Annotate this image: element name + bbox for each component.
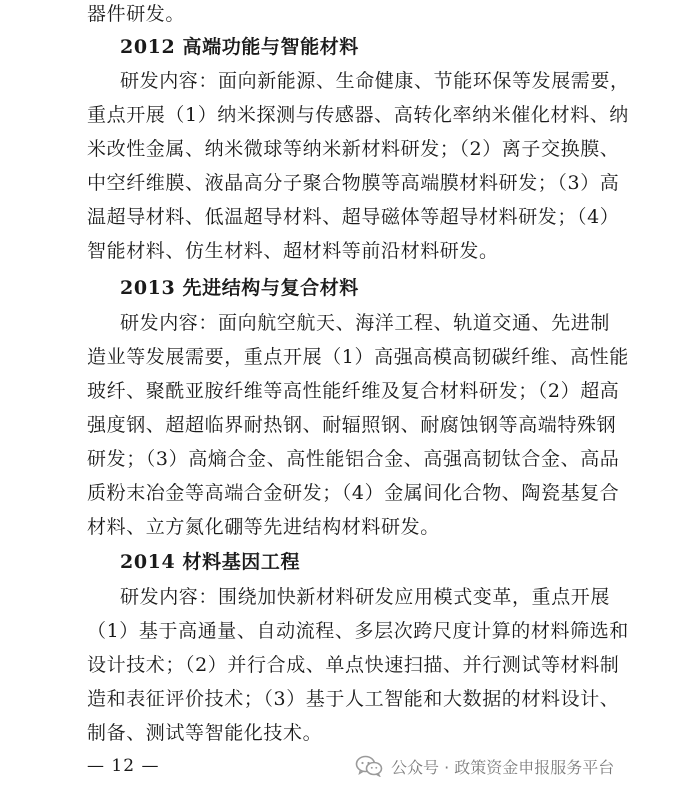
text-line: 制备、测试等智能化技术。 [87,722,323,744]
text-line: 研发；（3）高熵合金、高性能铝合金、高强高韧钛合金、高品 [87,448,620,470]
watermark [355,751,614,781]
text-line: 米改性金属、纳米微球等纳米新材料研发；（2）离子交换膜、 [87,138,620,160]
text-line: 玻纤、聚酰亚胺纤维等高性能纤维及复合材料研发；（2）超高 [87,380,620,402]
text-line: 设计技术；（2）并行合成、单点快速扫描、并行测试等材料制 [87,654,620,676]
section-heading-2013: 2013 先进结构与复合材料 [120,277,359,299]
text-line: 材料、立方氮化硼等先进结构材料研发。 [87,516,440,538]
text-line: 研发内容：面向新能源、生命健康、节能环保等发展需要， [120,70,630,92]
text-line: 造和表征评价技术；（3）基于人工智能和大数据的材料设计、 [87,688,620,710]
text-line: 研发内容：面向航空航天、海洋工程、轨道交通、先进制 [120,312,611,334]
page-number: — 12 — [87,756,160,776]
text-line: 器件研发。 [87,3,186,25]
text-line: 质粉末冶金等高端合金研发；（4）金属间化合物、陶瓷基复合 [87,482,620,504]
watermark-text: 公众号 · 政策资金申报服务平台 [391,757,615,777]
text-line: 重点开展（1）纳米探测与传感器、高转化率纳米催化材料、纳 [87,104,629,126]
wechat-icon [355,755,383,777]
section-heading-2012: 2012 高端功能与智能材料 [120,36,359,58]
text-line: 造业等发展需要，重点开展（1）高强高模高韧碳纤维、高性能 [87,346,629,368]
text-line: 中空纤维膜、液晶高分子聚合物膜等高端膜材料研发；（3）高 [87,172,620,194]
section-heading-2014: 2014 材料基因工程 [120,551,301,573]
text-line: 强度钢、超超临界耐热钢、耐辐照钢、耐腐蚀钢等高端特殊钢 [87,414,617,436]
text-line: 温超导材料、低温超导材料、超导磁体等超导材料研发；（4） [87,206,620,228]
text-line: 研发内容：围绕加快新材料研发应用模式变革，重点开展 [120,586,611,608]
text-line: 智能材料、仿生材料、超材料等前沿材料研发。 [87,240,499,262]
text-line: （1）基于高通量、自动流程、多层次跨尺度计算的材料筛选和 [87,620,629,642]
